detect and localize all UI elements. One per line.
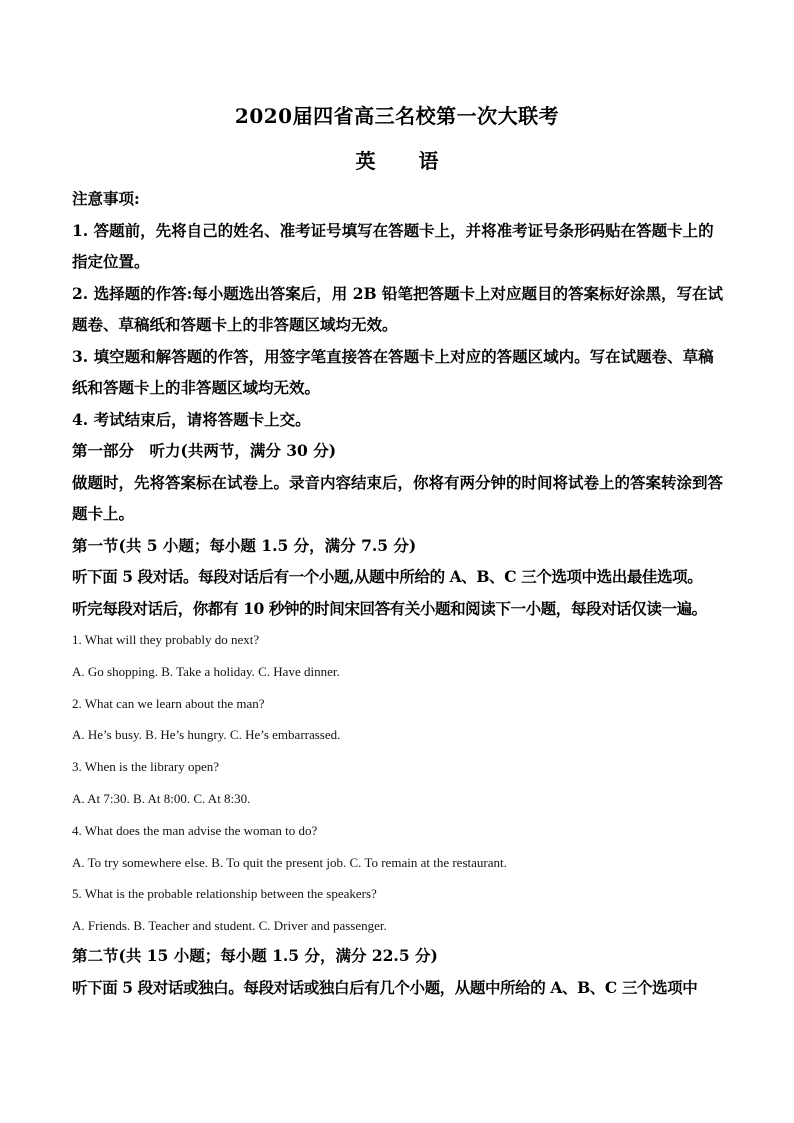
section2-block [72,940,724,1003]
options-4: A. To try somewhere else. B. To quit the present job. C. To remain at the restaurant. [72,854,507,870]
section1-instruction-line2: 听完每段对话后，你都有 10 秒钟的时间宋回答有关小题和阅读下一小题，每段对话仅读一遍。 [72,598,707,618]
instructions-block [72,183,724,624]
section2-heading: 第二节(共 15 小题；每小题 1.5 分，满分 22.5 分) [72,946,438,965]
section1-instruction-line1: 听下面 5 段对话。每段对话后有一个小题,从题中所给的 A、B、C 三个选项中选出最佳选项。 [72,567,703,586]
part1-heading: 第一部分 听力(共两节，满分 30 分) [72,441,337,460]
notice-item-1: 1. 答题前，先将自己的姓名、准考证号填写在答题卡上，并将准考证号条形码贴在答题卡上的指定位置。 [72,220,714,271]
question-2: 2. What can we learn about the man? [72,695,265,711]
question-4: 4. What does the man advise the woman to do? [72,822,318,838]
notice-item-4: 4. 考试结束后，请将答题卡上交。 [72,409,311,429]
exam-title: 2020届四省高三名校第一次大联考 [234,104,560,128]
question-5: 5. What is the probable relationship between the speakers? [72,886,377,902]
subject-title: 英 语 [355,149,457,173]
options-1: A. Go shopping. B. Take a holiday. C. Have dinner. [72,663,340,679]
notice-heading: 注意事项: [72,189,140,208]
question-1: 1. What will they probably do next? [72,632,260,647]
section2-instruction: 听下面 5 段对话或独白。每段对话或独白后有几个小题，从题中所给的 A、B、C 三个选项中 [72,977,698,997]
section1-heading: 第一节(共 5 小题；每小题 1.5 分，满分 7.5 分) [72,535,417,555]
options-5: A. Friends. B. Teacher and student. C. Driver and passenger. [72,918,387,934]
question-list [72,624,724,942]
notice-item-3: 3. 填空题和解答题的作答，用签字笔直接答在答题卡上对应的答题区域内。写在试题卷、草稿纸和答题卡上的非答题区域均无效。 [72,346,714,397]
options-3: A. At 7:30. B. At 8:00. C. At 8:30. [72,790,251,806]
part1-instruction: 做题时，先将答案标在试卷上。录音内容结束后，你将有两分钟的时间将试卷上的答案转涂到答题卡上。 [72,472,724,523]
question-3: 3. When is the library open? [72,759,220,775]
notice-item-2: 2. 选择题的作答:每小题选出答案后，用 2B 铅笔把答题卡上对应题目的答案标好涂黑，写在试题卷、草稿纸和答题卡上的非答题区域均无效。 [72,283,723,334]
options-2: A. He’s busy. B. He’s hungry. C. He’s embarrassed. [72,727,341,743]
